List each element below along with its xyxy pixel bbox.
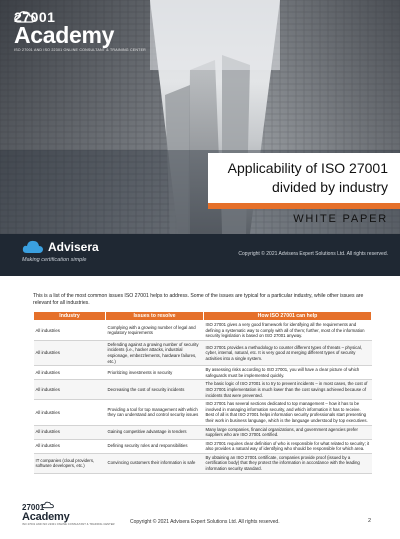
header-issues: Issues to resolve [106, 312, 204, 321]
cell-issue: Defining security roles and responsibilities [106, 439, 204, 453]
cell-industry: All industries [34, 366, 106, 380]
cell-issue: Convincing customers their information is safe [106, 453, 204, 473]
title-card [208, 153, 400, 203]
cell-help: ISO 27001 has several sections dedicated to top management – how it has to be involved in managing information security, and which information it has to receive. Best of all is that ISO 27001 helps information security professionals start presenting their work in business language, which is the language understood by top executives. [204, 400, 372, 425]
cloud-icon [14, 10, 36, 24]
table-row [34, 453, 372, 473]
doc-type-label: WHITE PAPER [293, 213, 388, 225]
footer-academy-logo [22, 503, 115, 526]
cell-help: By assessing risks according to ISO 27001, you will have a clear picture of which safeguards must be implemented quickly. [204, 366, 372, 380]
cell-help: ISO 27001 requires clear definition of who is responsible for what related to security; it also provides a natural way of identifying who should be responsible for which area. [204, 439, 372, 453]
advisera-name: Advisera [48, 240, 99, 254]
logo-wordmark: Academy [14, 22, 115, 48]
footer-logo-tagline: ISO 27001 AND ISO 22301 ONLINE CONSULTANT & TRAINING CENTER [22, 523, 115, 526]
page-number: 2 [367, 518, 371, 524]
intro-paragraph: This is a list of the most common issues ISO 27001 helps to address. Some of the issues are typical for a particular industry, while other issues are relevant for all industries. [33, 293, 364, 306]
footer-cloud-icon [42, 501, 54, 509]
footer-copyright: Copyright © 2021 Advisera Expert Solutions Ltd. All rights reserved. [130, 519, 280, 525]
academy-logo [14, 9, 146, 52]
table-row [34, 366, 372, 380]
cell-help: By obtaining an ISO 27001 certificate, companies provide proof (issued by a certification body) that they protect the information in accordance with the leading information security standard. [204, 453, 372, 473]
title-accent-bar [208, 203, 400, 209]
cell-industry: All industries [34, 439, 106, 453]
cell-industry: All industries [34, 380, 106, 400]
industry-table [33, 311, 372, 474]
cell-help: The basic logic of ISO 27001 is to try to prevent incidents – in most cases, the cost of ISO 27001 implementation is much lower than the cost savings achieved because of incidents that were prevented. [204, 380, 372, 400]
header-how-iso-helps: How ISO 27001 can help [204, 312, 372, 321]
cell-industry: All industries [34, 425, 106, 439]
cell-issue: Providing a tool for top management with which they can understand and control security issues [106, 400, 204, 425]
logo-tagline: ISO 27001 AND ISO 22301 ONLINE CONSULTANT & TRAINING CENTER [14, 48, 146, 52]
cell-issue: Prioritizing investments in security [106, 366, 204, 380]
table-row [34, 425, 372, 439]
cell-issue: Complying with a growing number of legal and regulatory requirements [106, 321, 204, 341]
cell-help: ISO 27001 provides a methodology to counter different types of threats – physical, cyber, internal, natural, etc. It is very good at merging different types of security activities into a single system. [204, 340, 372, 365]
table-row [34, 439, 372, 453]
advisera-tagline: Making certification simple [22, 257, 87, 263]
cell-issue: Decreasing the cost of security incidents [106, 380, 204, 400]
footer-logo-wordmark: Academy [22, 511, 70, 523]
logo-number: 27001 [14, 9, 56, 25]
table-row [34, 380, 372, 400]
table-row [34, 340, 372, 365]
cell-issue: Defending against a growing number of security incidents (i.e., hacker attacks, industrial espionage, embezzlements, hardware failures, etc.) [106, 340, 204, 365]
header-industry: Industry [34, 312, 106, 321]
cell-issue: Gaining competitive advantage in tenders [106, 425, 204, 439]
brand-band [0, 234, 400, 276]
cell-help: ISO 27001 gives a very good framework for identifying all the requirements and defining a systematic way to comply with all of them; further, most of the information security legislation is based on ISO 27001 anyway. [204, 321, 372, 341]
footer-logo-number: 27001 [22, 503, 45, 512]
title-line-1: Applicability of ISO 27001 [227, 160, 388, 176]
advisera-cloud-icon [22, 239, 44, 255]
title-line-2: divided by industry [272, 179, 388, 195]
cell-industry: IT companies (cloud providers, software developers, etc.) [34, 453, 106, 473]
cell-industry: All industries [34, 321, 106, 341]
table-row [34, 400, 372, 425]
table-header-row [34, 312, 372, 321]
cell-industry: All industries [34, 340, 106, 365]
cell-help: Many large companies, financial organizations, and government agencies prefer suppliers who are ISO 27001 certified. [204, 425, 372, 439]
table-row [34, 321, 372, 341]
band-copyright: Copyright © 2021 Advisera Expert Solutions Ltd. All rights reserved. [238, 251, 388, 257]
cell-industry: All industries [34, 400, 106, 425]
